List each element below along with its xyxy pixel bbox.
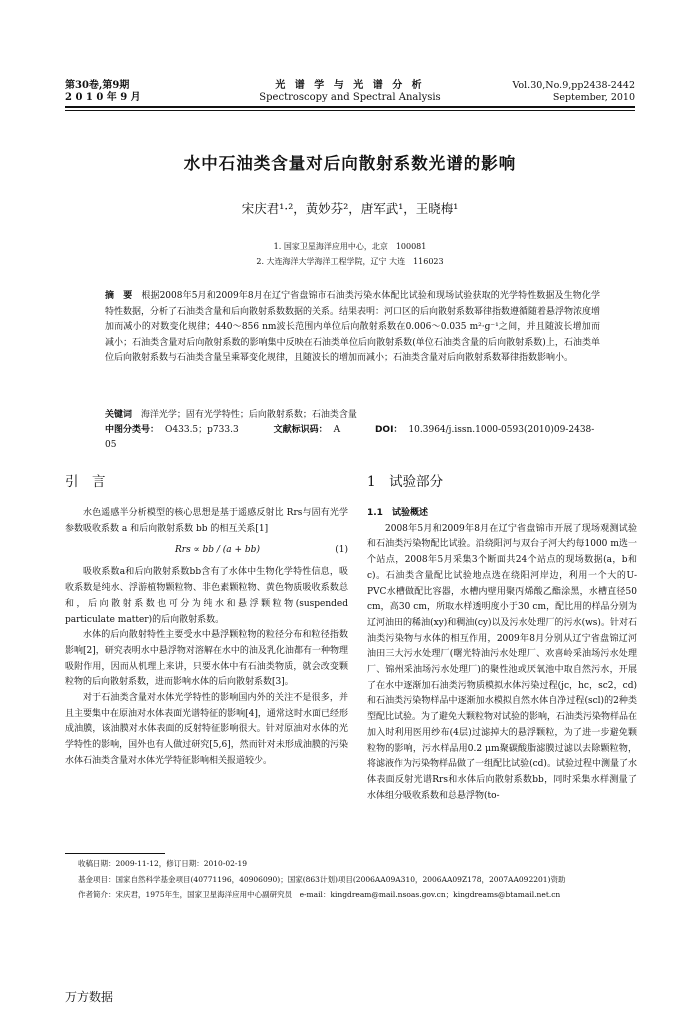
- author-list: 宋庆君¹·²，黄妙芬²，唐军武¹，王晓梅¹: [241, 201, 459, 216]
- subsection-1-1-heading: 1.1 试验概述: [367, 508, 428, 518]
- vol-pages-en: Vol.30,No.9,pp2438-2442: [512, 80, 635, 91]
- header-journal: [200, 80, 500, 104]
- doi-label: DOI：: [374, 425, 403, 435]
- keywords-label: 关键词: [105, 410, 133, 420]
- doc-code-label: 文献标识码：: [273, 425, 328, 435]
- keywords-block: [105, 408, 615, 453]
- footnotes: [78, 856, 638, 903]
- section-1-paragraph: 2008年5月和2009年8月在辽宁省盘锦市开展了现场观测试验和石油类污染物配比试验。沿绕阳河与双台子河大约每1000 m选一个站点，2008年5月采集3个断面共24个站点的现场数据(a，b和c)。石油类含量配比试验地点选在绕阳河岸边，利用一个大的U-PVC水槽做配比容器，水槽内壁用聚丙烯酸乙酯涂黑，水槽直径50 cm，高30 cm，所取水样透明度小于30 cm，配比用的样品分别为辽河油田的稀油(xy)和稠油(cy)以及污水处理厂的污水(ws)。针对石油类污染物与水体的相互作用，2009年8月分别从辽宁省盘锦辽河油田三大污水处理厂(曙光特油污水处理厂、欢喜岭采油场污水处理厂、锦州采油场污水处理厂)的聚性池或厌氧池中取自然污水，开展了在水中逐渐加石油类污物质模拟水体污染过程(jc，hc，sc2，cd)和石油类污染物样品中逐渐加水模拟自然水体自净过程(scl)的2种类型配比试验。为了避免大颗粒物对试验的影响，石油类污染物样品在加入时利用医用纱布(4层)过滤掉大的悬浮颗粒，为了进一步避免颗粒物的影响，污水样品用0.2 μm聚碳酸脂滤膜过滤以去除颗粒物，将滤液作为污染物样品做了一组配比试验(cd)。试验过程中测量了水体表面反射光谱Rrs和水体后向散射系数bb，同时采集水样测量了水体组分吸收系数和总悬浮物(to-: [367, 523, 638, 801]
- date-cn: 2 0 1 0 年 9 月: [65, 92, 141, 103]
- intro-paragraph-4: 对于石油类含量对水体光学特性的影响国内外的关注不是很多，并且主要集中在原油对水体表面光谱特征的影响[4]，通常这时水面已经形成油膜，该油膜对水体表面的反射特征影响很大。针对原油对水体的光学特性的影响，国外也有人做过研究[5,6]，然而针对未形成油膜的污染水体石油类含量对水体光学特征影响相关报道较少。: [65, 693, 348, 766]
- paper-title: 水中石油类含量对后向散射系数光谱的影响: [183, 154, 517, 173]
- doc-code-value: A: [333, 425, 341, 435]
- wanfang-watermark: 万方数据: [65, 990, 114, 1004]
- keywords-line: [105, 408, 615, 423]
- affiliation-2: 2. 大连海洋大学海洋工程学院，辽宁 大连 116023: [256, 257, 444, 266]
- equation-1: [65, 539, 348, 563]
- journal-name-cn: 光 谱 学 与 光 谱 分 析: [275, 80, 425, 91]
- clc-label: 中图分类号：: [105, 425, 160, 435]
- classification-line: [105, 423, 615, 453]
- footnote-bio: 作者简介：宋庆君，1975年生，国家卫星海洋应用中心副研究员 e-mail：kingdream@mail.nsoas.gov.cn；kingdreams@btamail.net.cn: [78, 890, 561, 899]
- abstract-text: 根据2008年5月和2009年8月在辽宁省盘锦市石油类污染水体配比试验和现场试验获取的光学特性数据及生物化学特性数据，分析了石油类含量和后向散射系数数据的关系。结果表明：河口区的后向散射系数幂律指数遵循随着悬浮物浓度增加而减小的对数变化规律；440～856 nm波长范围内单位后向散射系数在0.006～0.035 m²·g⁻¹之间，并且随波长增加而减小；石油类含量对后向散射系数的影响集中反映在石油类单位后向散射系数(单位石油类含量的后向散射系数)上，石油类单位后向散射系数与石油类含量呈乘幂变化规律，且随波长的增加而减小；石油类含量对后向散射系数幂律指数影响小。: [105, 291, 601, 364]
- header-rule: [65, 106, 635, 111]
- section-1-column: [367, 506, 637, 804]
- intro-paragraph-1: 水色遥感半分析模型的核心思想是基于遥感反射比 Rrs与固有光学参数吸收系数 a 和后向散射系数 bb 的相互关系[1]: [65, 508, 348, 534]
- header-vol-issue: [65, 80, 141, 104]
- footnote-fund: 基金项目：国家自然科学基金项目(40771196，40906090)；国家(863计划)项目(2006AA09A310，2006AA09Z178，2007AA092201)资助: [78, 874, 566, 884]
- intro-heading: 引 言: [65, 474, 106, 490]
- section-1-heading: 1 试验部分: [367, 474, 444, 490]
- date-en: September, 2010: [552, 92, 635, 103]
- journal-name-en: Spectroscopy and Spectral Analysis: [259, 92, 441, 103]
- intro-paragraph-2: 吸收系数a和后向散射系数bb含有了水体中生物化学特性信息，吸收系数是纯水、浮游植物颗粒物、非色素颗粒物、黄色物质吸收系数总和，后向散射系数也可分为纯水和悬浮颗粒物(suspended particulate matter)的后向散射系数。: [65, 567, 348, 625]
- header-vol-en: [512, 80, 635, 104]
- intro-column: [65, 506, 348, 770]
- intro-paragraph-3: 水体的后向散射特性主要受水中悬浮颗粒物的粒径分布和粒径指数影响[2]，研究表明水中悬浮物对溶解在水中的油及乳化油都有一种物理吸附作用，因而从机理上来讲，只要水体中有石油类物质，就会改变颗粒物的后向散射系数，进而影响水体的后向散射系数[3]。: [65, 630, 348, 688]
- affiliations: [0, 239, 700, 269]
- abstract-label: 摘 要: [105, 291, 133, 301]
- abstract: [105, 289, 600, 367]
- clc-value: O433.5；p733.3: [165, 425, 239, 435]
- doi-value: 10.3964/j.issn.1000-0593(2010)09-2438-05: [105, 425, 595, 450]
- affiliation-1: 1. 国家卫星海洋应用中心，北京 100081: [273, 242, 427, 251]
- vol-issue-cn: 第30卷,第9期: [65, 80, 130, 91]
- equation-expression: Rrs ∝ bb / (a + bb): [175, 545, 260, 556]
- footnote-received: 收稿日期：2009-11-12，修订日期：2010-02-19: [78, 859, 247, 868]
- keywords-text: 海洋光学；固有光学特性；后向散射系数；石油类含量: [140, 410, 357, 420]
- equation-number: (1): [335, 545, 348, 556]
- footnote-rule: [65, 853, 165, 854]
